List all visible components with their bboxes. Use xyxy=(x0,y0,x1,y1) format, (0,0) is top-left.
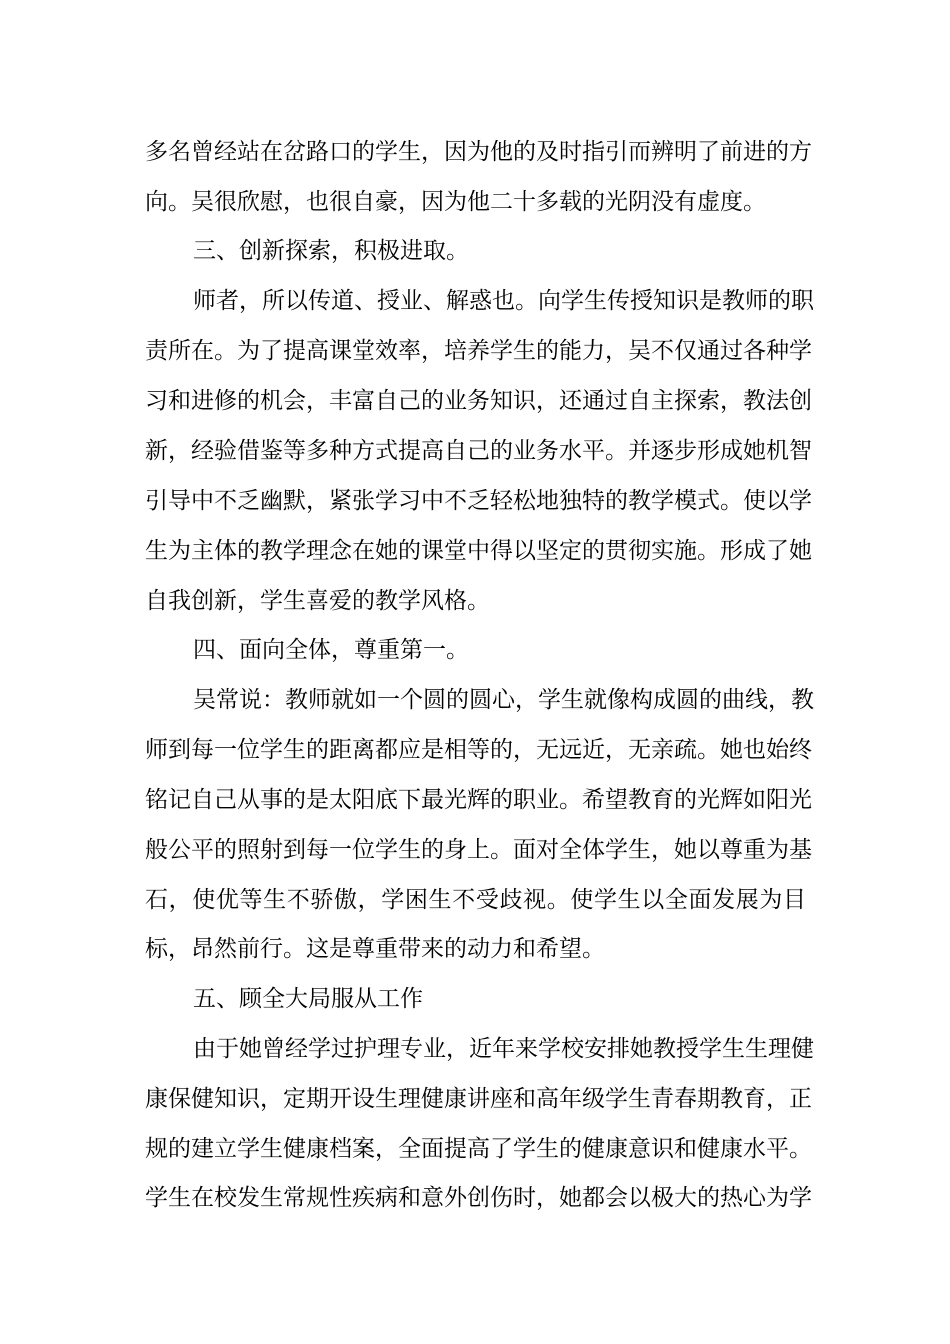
text-line: 新，经验借鉴等多种方式提高自己的业务水平。并逐步形成她机智 xyxy=(145,438,812,464)
text-line: 标，昂然前行。这是尊重带来的动力和希望。 xyxy=(145,936,605,962)
text-line: 吴常说：教师就如一个圆的圆心，学生就像构成圆的曲线，教 xyxy=(193,687,814,713)
text-line: 生为主体的教学理念在她的课堂中得以坚定的贯彻实施。形成了她 xyxy=(145,538,812,564)
text-line: 石，使优等生不骄傲，学困生不受歧视。使学生以全面发展为目 xyxy=(145,887,806,913)
text-line: 由于她曾经学过护理专业，近年来学校安排她教授学生生理健 xyxy=(193,1036,814,1062)
text-line: 规的建立学生健康档案，全面提高了学生的健康意识和健康水平。 xyxy=(145,1136,812,1162)
section-heading: 五、顾全大局服从工作 xyxy=(193,986,423,1012)
text-line: 师者，所以传道、授业、解惑也。向学生传授知识是教师的职 xyxy=(193,288,814,314)
text-line: 师到每一位学生的距离都应是相等的，无远近，无亲疏。她也始终 xyxy=(145,737,812,763)
text-line: 多名曾经站在岔路口的学生，因为他的及时指引而辨明了前进的方 xyxy=(145,139,812,165)
section-heading: 四、面向全体，尊重第一。 xyxy=(193,637,469,663)
text-line: 般公平的照射到每一位学生的身上。面对全体学生，她以尊重为基 xyxy=(145,837,812,863)
text-line: 自我创新，学生喜爱的教学风格。 xyxy=(145,588,490,614)
text-line: 康保健知识，定期开设生理健康讲座和高年级学生青春期教育，正 xyxy=(145,1086,812,1112)
section-heading: 三、创新探索，积极进取。 xyxy=(193,238,469,264)
text-line: 学生在校发生常规性疾病和意外创伤时，她都会以极大的热心为学 xyxy=(145,1185,812,1211)
text-line: 铭记自己从事的是太阳底下最光辉的职业。希望教育的光辉如阳光 xyxy=(145,787,812,813)
text-line: 引导中不乏幽默，紧张学习中不乏轻松地独特的教学模式。使以学 xyxy=(145,488,812,514)
text-line: 向。吴很欣慰，也很自豪，因为他二十多载的光阴没有虚度。 xyxy=(145,189,766,215)
text-line: 习和进修的机会，丰富自己的业务知识，还通过自主探索，教法创 xyxy=(145,388,812,414)
text-line: 责所在。为了提高课堂效率，培养学生的能力，吴不仅通过各种学 xyxy=(145,338,812,364)
